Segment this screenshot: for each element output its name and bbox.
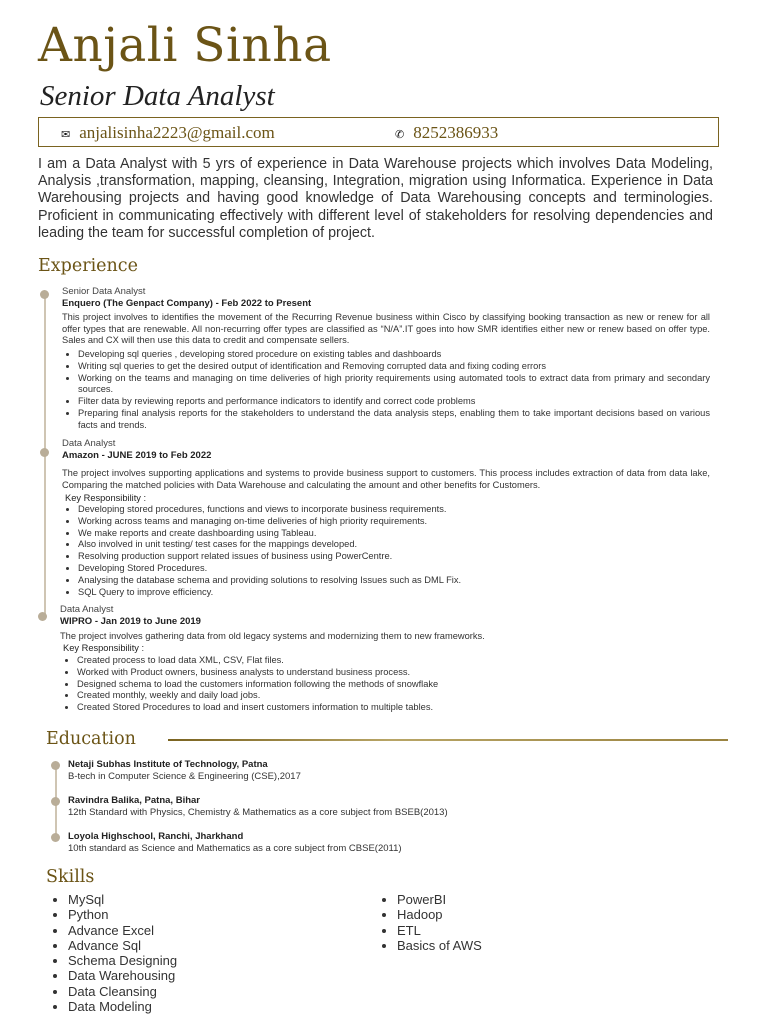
timeline-dot	[40, 448, 49, 457]
job-company: Enquero (The Genpact Company) - Feb 2022 to Present	[62, 298, 312, 309]
job-bullets	[62, 349, 710, 432]
timeline-dot	[51, 833, 60, 842]
email-text: anjalisinha2223@gmail.com	[79, 123, 275, 142]
list-item: • We make reports and create dashboarding using Tableau.	[78, 528, 710, 540]
list-item: • Analysing the database schema and providing solutions to resolving Issues such as DML Fix.	[78, 575, 710, 587]
degree-detail: 12th Standard with Physics, Chemistry & Mathematics as a core subject from BSEB(2013)	[68, 807, 448, 818]
phone-contact	[395, 123, 498, 143]
school-name: Ravindra Balika, Patna, Bihar	[68, 795, 200, 806]
job-title: Data Analyst	[62, 438, 116, 449]
list-item: • Developing Stored Procedures.	[78, 563, 710, 575]
section-divider	[168, 739, 728, 741]
email-contact	[61, 123, 275, 143]
list-item: • SQL Query to improve efficiency.	[78, 587, 710, 599]
job-description: This project involves to identifies the movement of the Recurring Revenue business within Cisco by classifying booking transaction as new or renew for all offer types that are renewable. All non-recurring offer types are classified as “N/A”.IT goes into how SMR identifies either new or renew based on offer type. Sales and CX will then use this data to credit and compensate sellers.	[62, 312, 710, 346]
skill-item: • Data Warehousing	[68, 968, 177, 983]
list-item: • Created monthly, weekly and daily load jobs.	[77, 690, 717, 702]
list-item: • Preparing final analysis reports for the stakeholders to understand the data analysis steps, enabling them to take important decisions based on various facts and trends.	[78, 408, 710, 432]
experience-heading: Experience	[38, 256, 138, 276]
key-responsibility-label: Key Responsibility :	[65, 493, 147, 503]
skill-item: • MySql	[68, 892, 177, 907]
degree-detail: B-tech in Computer Science & Engineering (CSE),2017	[68, 771, 301, 782]
candidate-role: Senior Data Analyst	[40, 80, 275, 112]
school-name: Loyola Highschool, Ranchi, Jharkhand	[68, 831, 244, 842]
degree-detail: 10th standard as Science and Mathematics as a core subject from CBSE(2011)	[68, 843, 402, 854]
list-item: • Writing sql queries to get the desired output of identification and Removing corrupted data and fixing coding errors	[78, 361, 710, 373]
job-bullets	[61, 655, 717, 714]
skill-item: • Advance Sql	[68, 938, 177, 953]
job-company: Amazon - JUNE 2019 to Feb 2022	[62, 450, 212, 461]
list-item: • Designed schema to load the customers information following the methods of snowflake	[77, 679, 717, 691]
skills-list-right	[383, 892, 482, 953]
list-item: • Worked with Product owners, business analysts to understand business process.	[77, 667, 717, 679]
skill-item: • Schema Designing	[68, 953, 177, 968]
contact-bar	[38, 117, 719, 147]
job-title: Data Analyst	[60, 604, 114, 615]
skills-heading: Skills	[46, 867, 95, 887]
list-item: • Also involved in unit testing/ test cases for the mappings developed.	[78, 539, 710, 551]
job-bullets	[62, 504, 710, 598]
job-description: The project involves supporting applications and systems to provide business support to customers. This process includes extraction of data from data lake, Comparing the matched policies with Data Warehouse and calculating the amount and other benefits for Customers.	[62, 468, 710, 490]
skill-item: • Data Cleansing	[68, 984, 177, 999]
list-item: • Working across teams and managing on-time deliveries of high priority requirements.	[78, 516, 710, 528]
skill-item: • PowerBI	[397, 892, 482, 907]
skill-item: • Python	[68, 907, 177, 922]
list-item: • Working on the teams and managing on time deliveries of high priority requirements using automated tools to extract data from primary and secondary sources.	[78, 373, 710, 397]
timeline-dot	[51, 797, 60, 806]
school-name: Netaji Subhas Institute of Technology, Patna	[68, 759, 268, 770]
skills-list-left	[54, 892, 177, 1014]
list-item: • Created process to load data XML, CSV, Flat files.	[77, 655, 717, 667]
list-item: • Created Stored Procedures to load and insert customers information to multiple tables.	[77, 702, 717, 714]
list-item: • Developing stored procedures, functions and views to incorporate business requirements.	[78, 504, 710, 516]
education-heading: Education	[46, 729, 136, 749]
timeline-dot	[51, 761, 60, 770]
skill-item: • Hadoop	[397, 907, 482, 922]
skill-item: • Advance Excel	[68, 923, 177, 938]
summary-paragraph: I am a Data Analyst with 5 yrs of experience in Data Warehouse projects which involves Data Modeling, Analysis ,transformation, mapping, cleansing, Integration, migration using Informatica. Experience in Data Warehousing projects and having good knowledge of Data Warehousing concepts and terminologies. Proficient in communicating effectively with different level of stakeholders for resolving dependencies and leading the team for successful completion of project.	[38, 156, 713, 241]
phone-icon: ✆	[395, 129, 405, 141]
list-item: • Developing sql queries , developing stored procedure on existing tables and dashboards	[78, 349, 710, 361]
job-company: WIPRO - Jan 2019 to June 2019	[60, 616, 201, 627]
job-description: The project involves gathering data from old legacy systems and modernizing them to new frameworks.	[60, 631, 485, 641]
mail-icon: ✉	[61, 129, 71, 141]
timeline-dot	[40, 290, 49, 299]
skill-item: • ETL	[397, 923, 482, 938]
list-item: • Resolving production support related issues of business using PowerCentre.	[78, 551, 710, 563]
candidate-name: Anjali Sinha	[38, 18, 332, 73]
skill-item: • Basics of AWS	[397, 938, 482, 953]
phone-text: 8252386933	[413, 123, 499, 142]
list-item: • Filter data by reviewing reports and performance indicators to identify and correct code problems	[78, 396, 710, 408]
skill-item: • Data Modeling	[68, 999, 177, 1014]
key-responsibility-label: Key Responsibility :	[63, 643, 145, 653]
job-title: Senior Data Analyst	[62, 286, 146, 297]
timeline-dot	[38, 612, 47, 621]
